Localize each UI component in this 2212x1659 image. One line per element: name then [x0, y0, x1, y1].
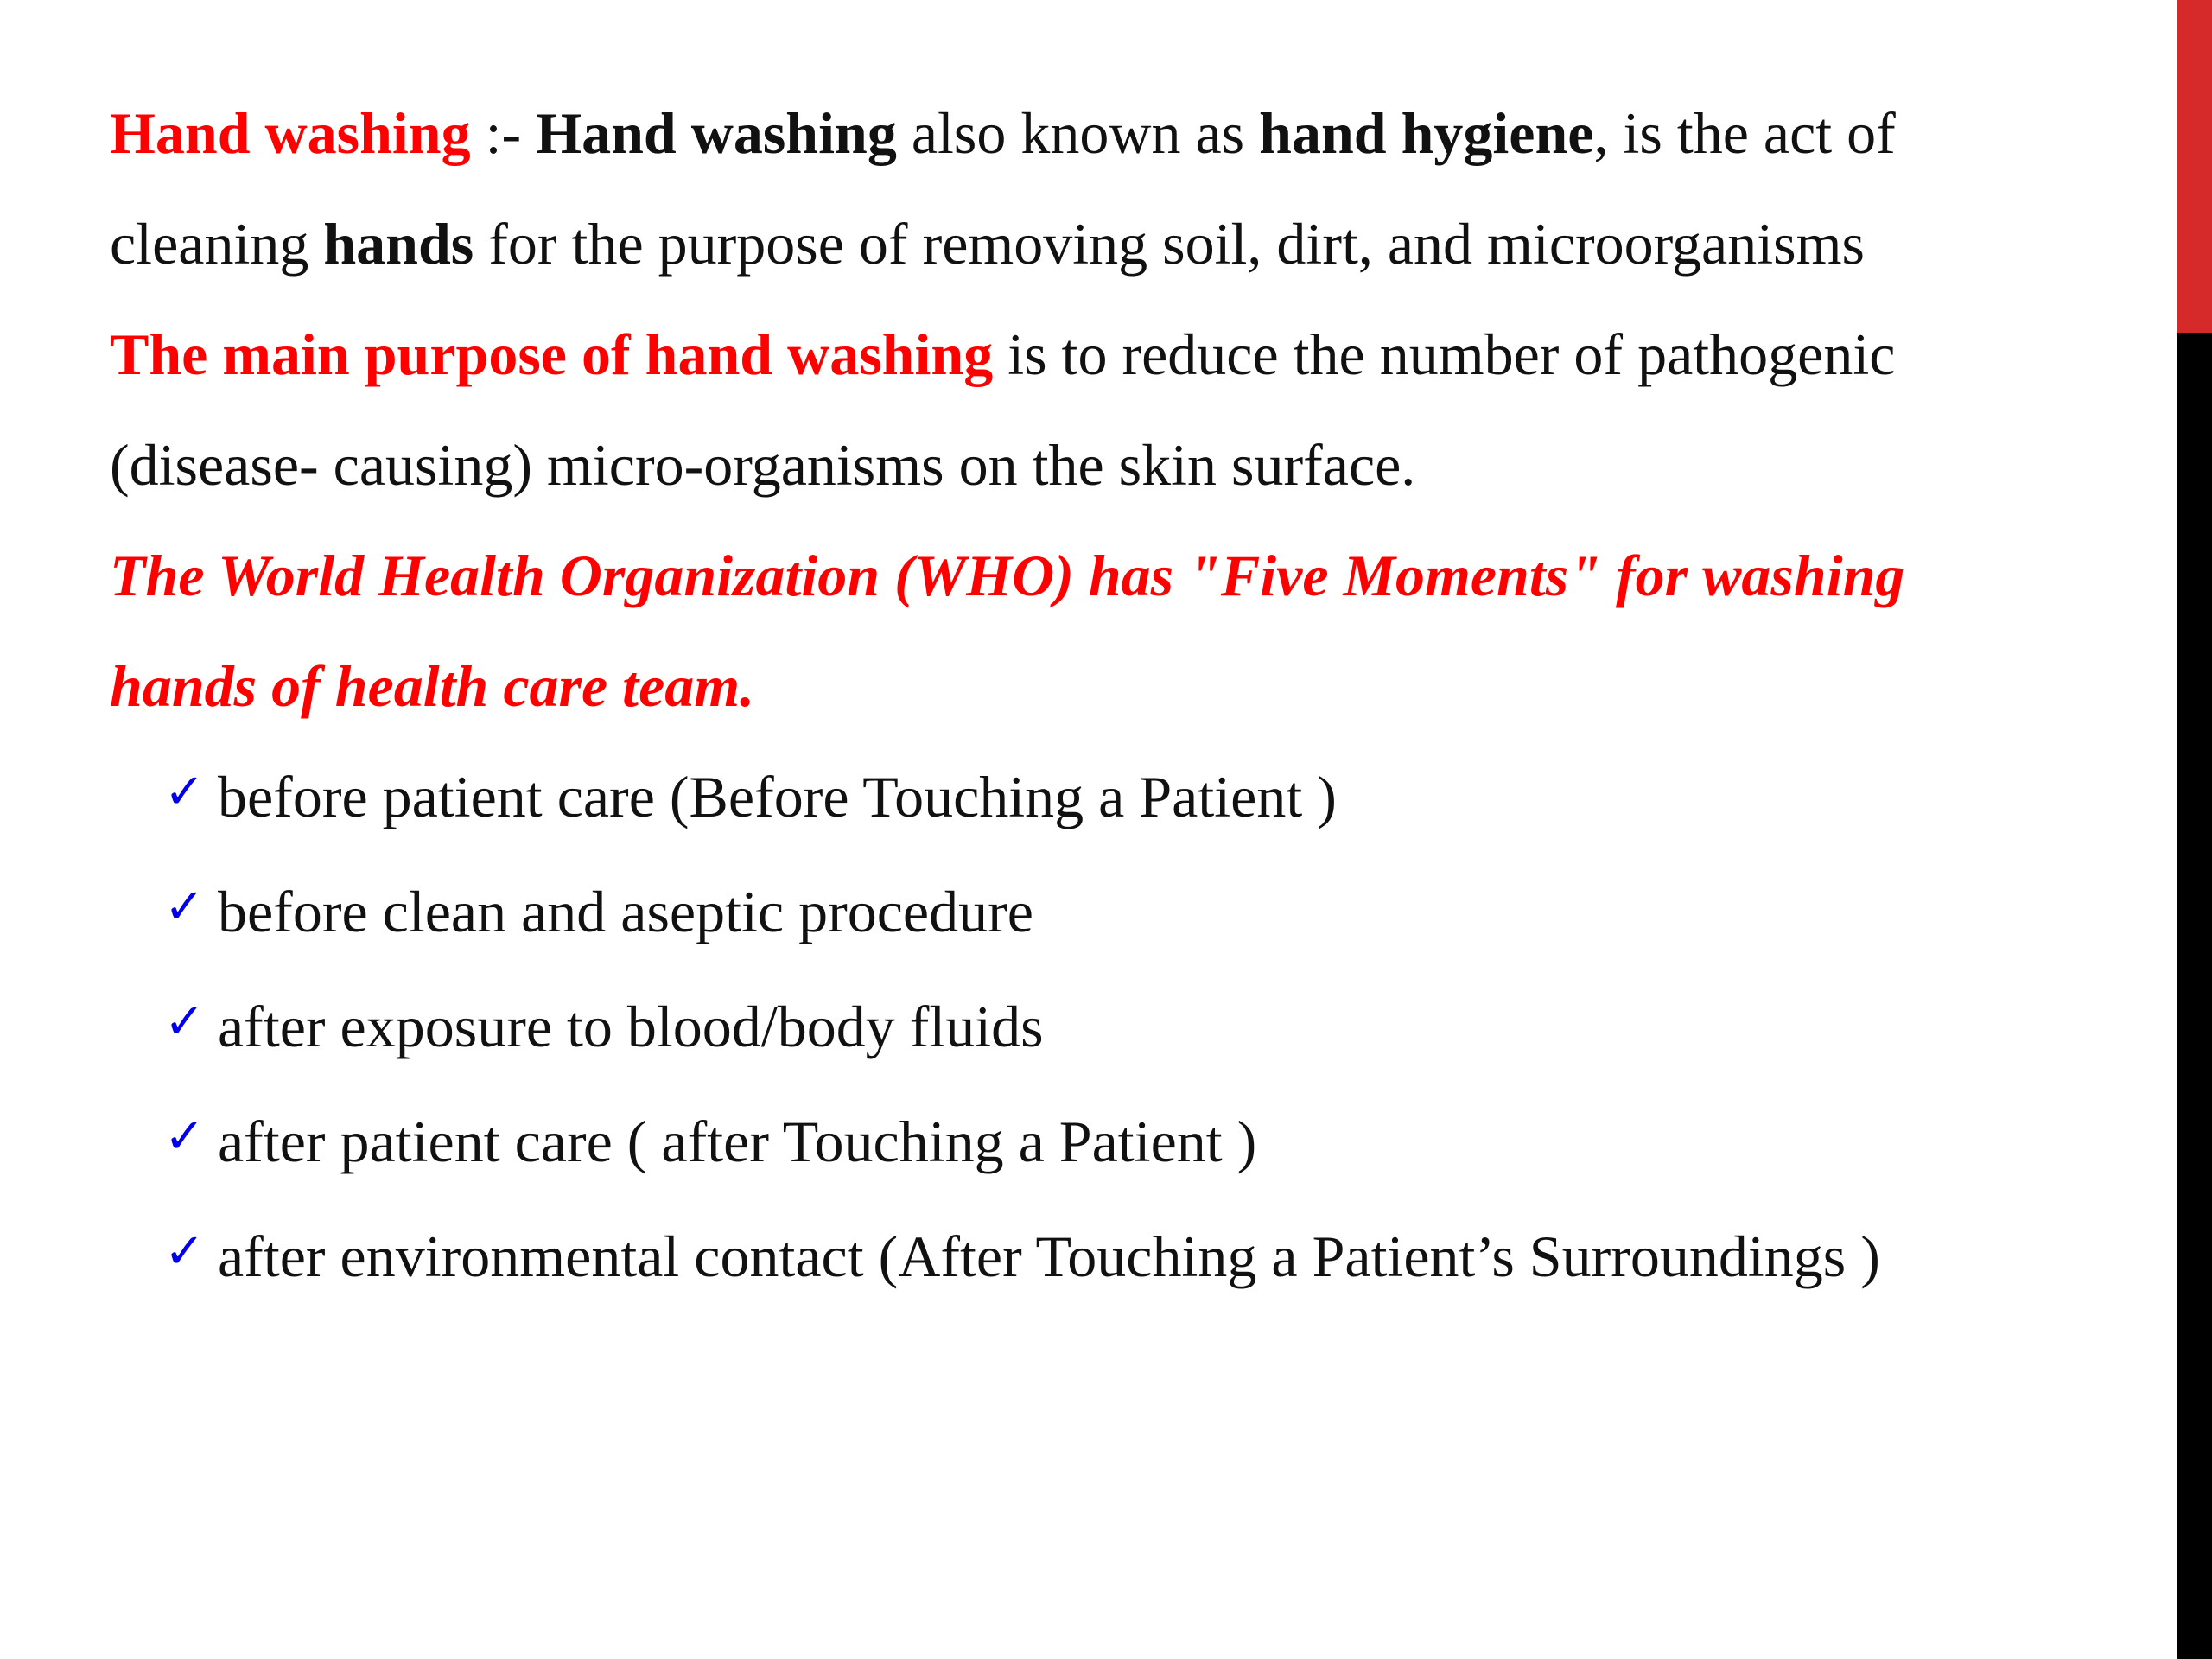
five-moments-list: [110, 741, 2063, 1316]
purpose-text-1: is to reduce the number of pathogenic: [993, 321, 1896, 387]
definition-hands: hands: [323, 211, 474, 276]
list-item: [164, 1086, 2063, 1201]
definition-line-2: [110, 188, 2063, 299]
definition-line2-start: cleaning: [110, 211, 324, 276]
check-icon: ✓: [164, 1224, 205, 1280]
list-item: [164, 971, 2063, 1086]
definition-term-bold: Hand washing: [536, 100, 897, 166]
definition-term: Hand washing: [110, 100, 471, 166]
definition-text-1: also known as: [896, 100, 1260, 166]
purpose-line-1: [110, 299, 2063, 410]
check-icon: ✓: [164, 879, 205, 935]
definition-line2-end: for the purpose of removing soil, dirt, and microorganisms: [474, 211, 1865, 276]
purpose-line-2: [110, 410, 2063, 520]
check-icon: ✓: [164, 994, 205, 1050]
purpose-heading: The main purpose of hand washing: [110, 321, 994, 387]
list-item-text: after patient care ( after Touching a Patient ): [218, 1109, 1257, 1174]
definition-separator: :-: [470, 100, 537, 166]
check-icon: ✓: [164, 764, 205, 820]
list-item: [164, 1201, 2063, 1316]
list-item-text: after environmental contact (After Touching a Patient’s Surroundings ): [218, 1224, 1880, 1289]
list-item: [164, 741, 2063, 856]
check-icon: ✓: [164, 1109, 205, 1165]
list-item-text: after exposure to blood/body fluids: [218, 994, 1044, 1059]
purpose-text-2: (disease- causing) micro-organisms on the skin surface.: [110, 432, 1416, 498]
definition-text-2: , is the act of: [1593, 100, 1896, 166]
list-item: [164, 856, 2063, 971]
side-accent-bar: [2177, 0, 2212, 1659]
definition-line-1: [110, 78, 2063, 188]
slide-content: [110, 78, 2063, 1316]
side-accent-red: [2177, 0, 2212, 333]
definition-alias: hand hygiene: [1259, 100, 1594, 166]
who-line-2: hands of health care team.: [110, 653, 755, 719]
list-item-text: before clean and aseptic procedure: [218, 879, 1033, 944]
list-item-text: before patient care (Before Touching a Patient ): [218, 764, 1337, 830]
who-line-1: The World Health Organization (WHO) has "Five Moments" for washing: [110, 543, 1905, 608]
side-accent-black: [2177, 333, 2212, 1659]
